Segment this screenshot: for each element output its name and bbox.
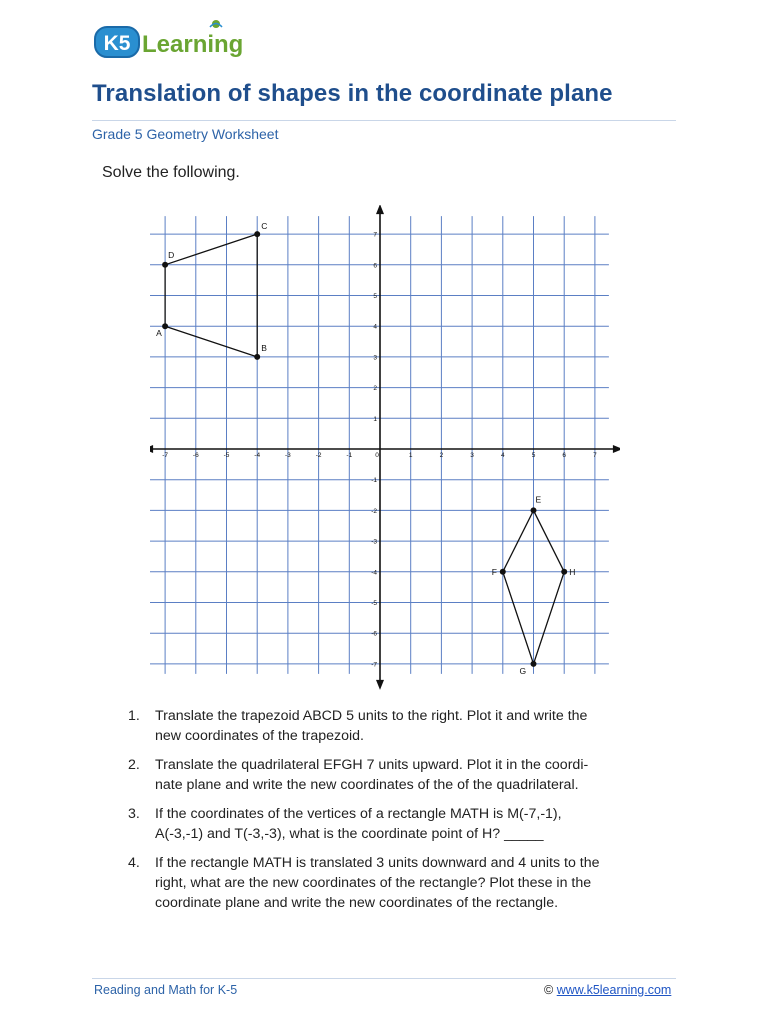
question-number: 2.	[128, 757, 140, 773]
point-d	[162, 262, 168, 268]
y-tick-label: -6	[371, 630, 377, 638]
point-label: F	[491, 566, 498, 577]
question-text	[155, 706, 648, 746]
x-tick-label: 5	[531, 452, 536, 459]
question-text-line: If the coordinates of the vertices of a rectangle MATH is M(-7,-1),	[155, 806, 562, 822]
point-h	[561, 569, 567, 575]
question-text	[155, 804, 648, 844]
y-tick-label: -2	[371, 507, 377, 515]
website-link[interactable]: www.k5learning.com	[556, 983, 672, 997]
footer-divider	[92, 978, 676, 979]
question-text	[155, 853, 648, 913]
question-text-line: nate plane and write the new coordinates of the of the quadrilateral.	[155, 777, 579, 793]
y-tick-label: -5	[371, 600, 377, 607]
instruction-text: Solve the following.	[102, 164, 240, 181]
point-label: B	[261, 342, 267, 353]
question-text-line: Translate the trapezoid ABCD 5 units to the right. Plot it and write the	[155, 708, 588, 724]
point-e	[531, 507, 537, 513]
question-list	[128, 706, 648, 922]
point-c	[254, 231, 260, 237]
footer-tagline: Reading and Math for K-5	[94, 983, 238, 997]
question-item	[128, 853, 648, 913]
x-tick-label: 3	[470, 452, 474, 459]
y-tick-label: 5	[373, 293, 377, 300]
y-axis-arrow-down	[376, 680, 384, 690]
point-label: H	[569, 566, 576, 577]
worksheet-subtitle: Grade 5 Geometry Worksheet	[92, 126, 279, 142]
point-label: G	[519, 665, 527, 676]
question-text-line: Translate the quadrilateral EFGH 7 units upward. Plot it in the coordi-	[155, 757, 589, 773]
point-b	[254, 354, 260, 360]
x-tick-label: -7	[162, 452, 168, 459]
question-item	[128, 755, 648, 795]
header-divider	[92, 120, 676, 121]
point-label: D	[168, 249, 175, 260]
point-label: C	[261, 221, 268, 232]
question-text-line: right, what are the new coordinates of the rectangle? Plot these in the	[155, 875, 592, 891]
x-tick-label: 4	[500, 452, 505, 459]
question-text-line: A(-3,-1) and T(-3,-3), what is the coordinate point of H? _____	[155, 826, 544, 842]
question-text-line: If the rectangle MATH is translated 3 units downward and 4 units to the	[155, 855, 600, 871]
x-tick-label: 7	[593, 452, 597, 459]
y-tick-label: -7	[371, 661, 377, 669]
x-tick-label: -6	[192, 452, 199, 459]
question-item	[128, 706, 648, 746]
point-g	[531, 661, 537, 667]
x-tick-label: 2	[439, 452, 444, 459]
copyright-symbol: ©	[544, 983, 554, 997]
x-tick-label: -4	[254, 452, 261, 459]
svg-text:Learning: Learning	[142, 31, 244, 58]
y-tick-label: -3	[371, 538, 377, 546]
question-number: 1.	[128, 708, 140, 724]
point-f	[500, 569, 506, 575]
question-number: 4.	[128, 855, 140, 871]
x-axis-arrow-right	[613, 445, 620, 453]
k5-learning-logo	[94, 18, 264, 62]
x-axis-arrow-left	[150, 445, 153, 453]
question-text-line: new coordinates of the trapezoid.	[155, 728, 365, 744]
x-tick-label: -5	[223, 452, 230, 459]
point-a	[162, 323, 168, 329]
y-tick-label: 6	[373, 262, 377, 270]
y-tick-label: 4	[373, 323, 377, 331]
page-title: Translation of shapes in the coordinate plane	[92, 80, 613, 107]
x-tick-label: -2	[315, 452, 322, 459]
y-axis-arrow-up	[376, 205, 384, 214]
svg-text:K5: K5	[103, 32, 131, 55]
x-tick-label: -1	[346, 452, 353, 459]
x-tick-label: 1	[408, 452, 413, 459]
y-tick-label: -4	[371, 569, 377, 577]
y-tick-label: -1	[371, 477, 377, 485]
question-item	[128, 804, 648, 844]
x-tick-label: 6	[562, 452, 567, 459]
coordinate-plane	[150, 205, 620, 690]
y-tick-label: 7	[373, 231, 377, 239]
point-label: A	[156, 328, 162, 339]
x-tick-label: 0	[375, 452, 379, 459]
x-tick-label: -3	[285, 452, 291, 459]
y-tick-label: 2	[373, 385, 377, 393]
footer-credit	[544, 983, 671, 997]
y-tick-label: 1	[373, 415, 377, 423]
question-text	[155, 755, 648, 795]
y-tick-label: 3	[373, 354, 377, 362]
question-text-line: coordinate plane and write the new coordinates of the rectangle.	[155, 895, 559, 911]
question-number: 3.	[128, 806, 140, 822]
point-label: E	[535, 494, 542, 505]
